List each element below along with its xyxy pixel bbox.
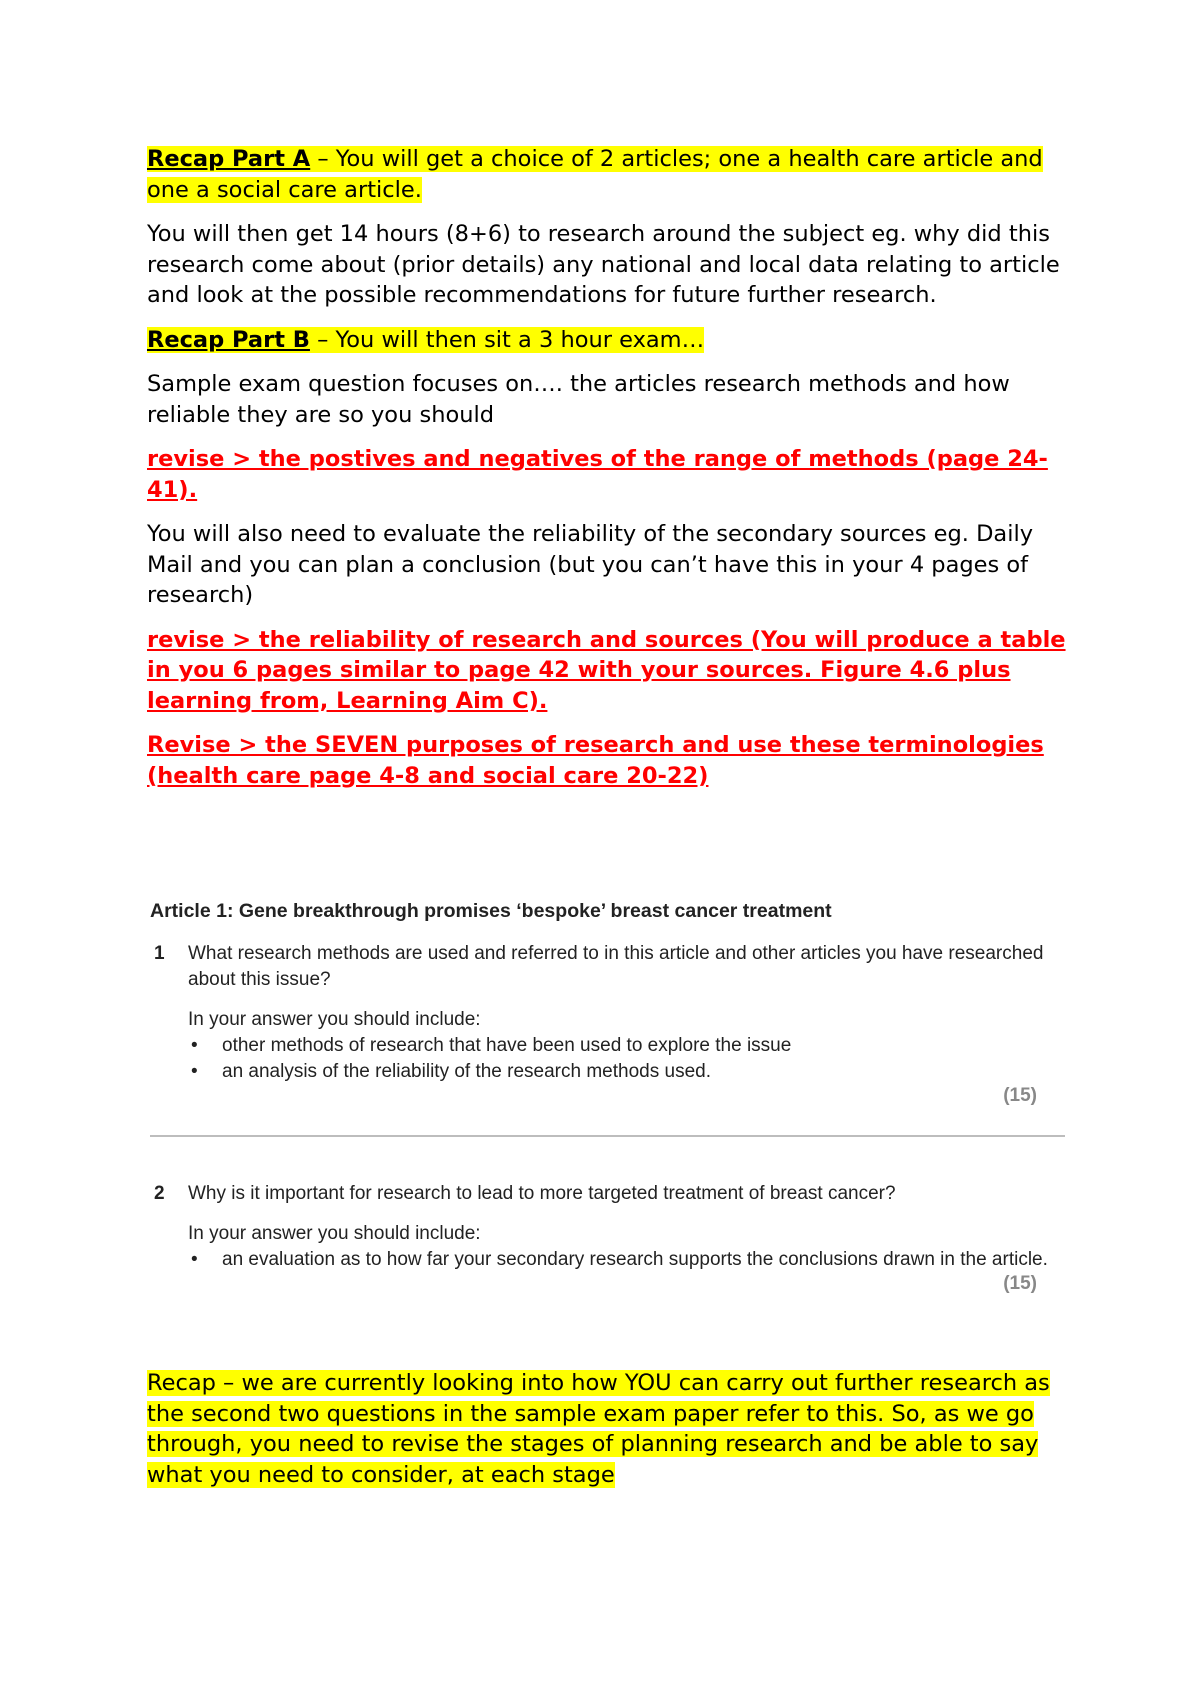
- list-item: • an evaluation as to how far your secondary research supports the conclusions drawn in the article.: [188, 1247, 1065, 1273]
- question-text: What research methods are used and referred to in this article and other articles you have researched about this issue?: [188, 943, 1044, 990]
- question-number: 1: [154, 943, 165, 964]
- bullet-icon: •: [191, 1249, 198, 1270]
- bullet-icon: •: [191, 1035, 198, 1056]
- question-marks: (15): [1003, 1085, 1037, 1106]
- exam-question-2: [150, 1181, 1065, 1273]
- bullet-icon: •: [191, 1061, 198, 1082]
- recap-part-b: [147, 325, 1067, 356]
- recap-final: Recap – we are currently looking into how YOU can carry out further research as the second two questions in the sample exam paper refer to this. So, as we go through, you need to revise the stages of planning research and be able to say what you need to consider, at each stage: [147, 1370, 1050, 1488]
- list-item: • other methods of research that have been used to explore the issue: [188, 1033, 1065, 1059]
- recap-part-b-label: Recap Part B: [147, 326, 310, 353]
- question-intro: In your answer you should include:: [188, 1009, 481, 1030]
- exam-article-title: Article 1: Gene breakthrough promises ‘bespoke’ breast cancer treatment: [150, 900, 832, 922]
- question-bullets: [188, 1033, 1065, 1085]
- revise-reliability: revise > the reliability of research and sources (You will produce a table in you 6 pages similar to page 42 with your sources. Figure 4.6 plus learning from, Learning Aim C).: [147, 626, 1066, 714]
- recap-part-a-label: Recap Part A: [147, 146, 311, 172]
- revise-purposes: Revise > the SEVEN purposes of research and use these terminologies (health care page 4-8 and social care 20-22): [147, 732, 1044, 789]
- question-text: Why is it important for research to lead to more targeted treatment of breast cancer?: [188, 1183, 896, 1204]
- recap-final-block: [147, 1368, 1067, 1490]
- question-number: 2: [154, 1183, 165, 1204]
- document-body: [147, 144, 1067, 791]
- question-intro: In your answer you should include:: [188, 1223, 481, 1244]
- revise-methods: revise > the postives and negatives of the range of methods (page 24-41).: [147, 446, 1048, 503]
- paragraph-research-hours: You will then get 14 hours (8+6) to research around the subject eg. why did this research come about (prior details) any national and local data relating to article and look at the possible recommendations for future further research.: [147, 221, 1060, 308]
- list-item: • an analysis of the reliability of the research methods used.: [188, 1059, 1065, 1085]
- question-bullets: [188, 1247, 1065, 1273]
- paragraph-secondary-sources: You will also need to evaluate the reliability of the secondary sources eg. Daily Mail and you can plan a conclusion (but you can’t have this in your 4 pages of research): [147, 521, 1034, 608]
- exam-questions-image: [150, 900, 1065, 1295]
- question-marks: (15): [1003, 1273, 1037, 1294]
- recap-part-a-text: – You will get a choice of 2 articles; one a health care article and one a social care article.: [147, 146, 1043, 203]
- recap-part-a: [147, 144, 1067, 205]
- recap-part-b-text: – You will then sit a 3 hour exam…: [309, 326, 705, 353]
- exam-question-1: [150, 941, 1065, 1085]
- paragraph-sample-question: Sample exam question focuses on…. the articles research methods and how reliable they are so you should: [147, 371, 1010, 428]
